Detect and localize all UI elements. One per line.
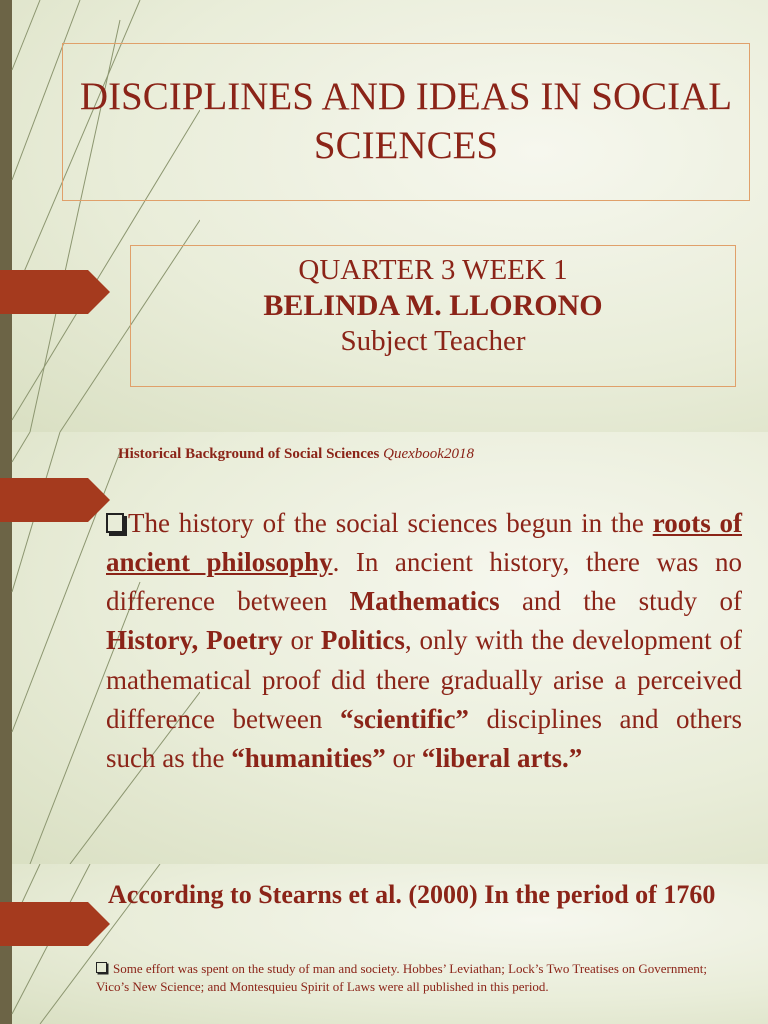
checkbox-bullet-icon: [106, 513, 124, 533]
ribbon-arrow: [0, 270, 110, 314]
quarter-label: QUARTER 3 WEEK 1: [298, 254, 568, 286]
bullet-item: Some effort was spent on the study of man and society. Hobbes’ Leviathan; Lock’s Two Treatises on Government; Vico’s New Science; and Montesquieu Spirit of Laws were all published in this period.: [96, 961, 707, 994]
stearns-heading: According to Stearns et al. (2000) In the period of 1760: [108, 880, 716, 909]
history-slide: [0, 432, 768, 864]
stearns-slide: [0, 864, 768, 1024]
ribbon-arrow: [0, 902, 110, 946]
subtitle-box: [130, 245, 736, 387]
title-slide: [0, 0, 768, 432]
title-box: [62, 43, 750, 201]
source-citation: Quexbook2018: [383, 446, 474, 462]
roots-phrase: roots of ancient philosophy: [106, 508, 743, 578]
teacher-name: BELINDA M. LLORONO: [263, 289, 603, 322]
teacher-role: Subject Teacher: [340, 325, 526, 357]
history-paragraph: The history of the social sciences begun in the roots of ancient philosophy. In ancient history, there was no difference between Mathematics and the study of History, Poetry or Politics, only with the development of mathematical proof did there gradually arise a perceived difference between “scientific” disciplines and others such as the “humanities” or “liberal arts.”: [106, 508, 743, 773]
section-heading: Historical Background of Social Sciences Quexbook2018: [118, 446, 474, 462]
slide-title: DISCIPLINES AND IDEAS IN SOCIAL SCIENCES: [79, 75, 733, 167]
checkbox-bullet-icon: [96, 962, 107, 973]
ribbon-arrow: [0, 478, 110, 522]
